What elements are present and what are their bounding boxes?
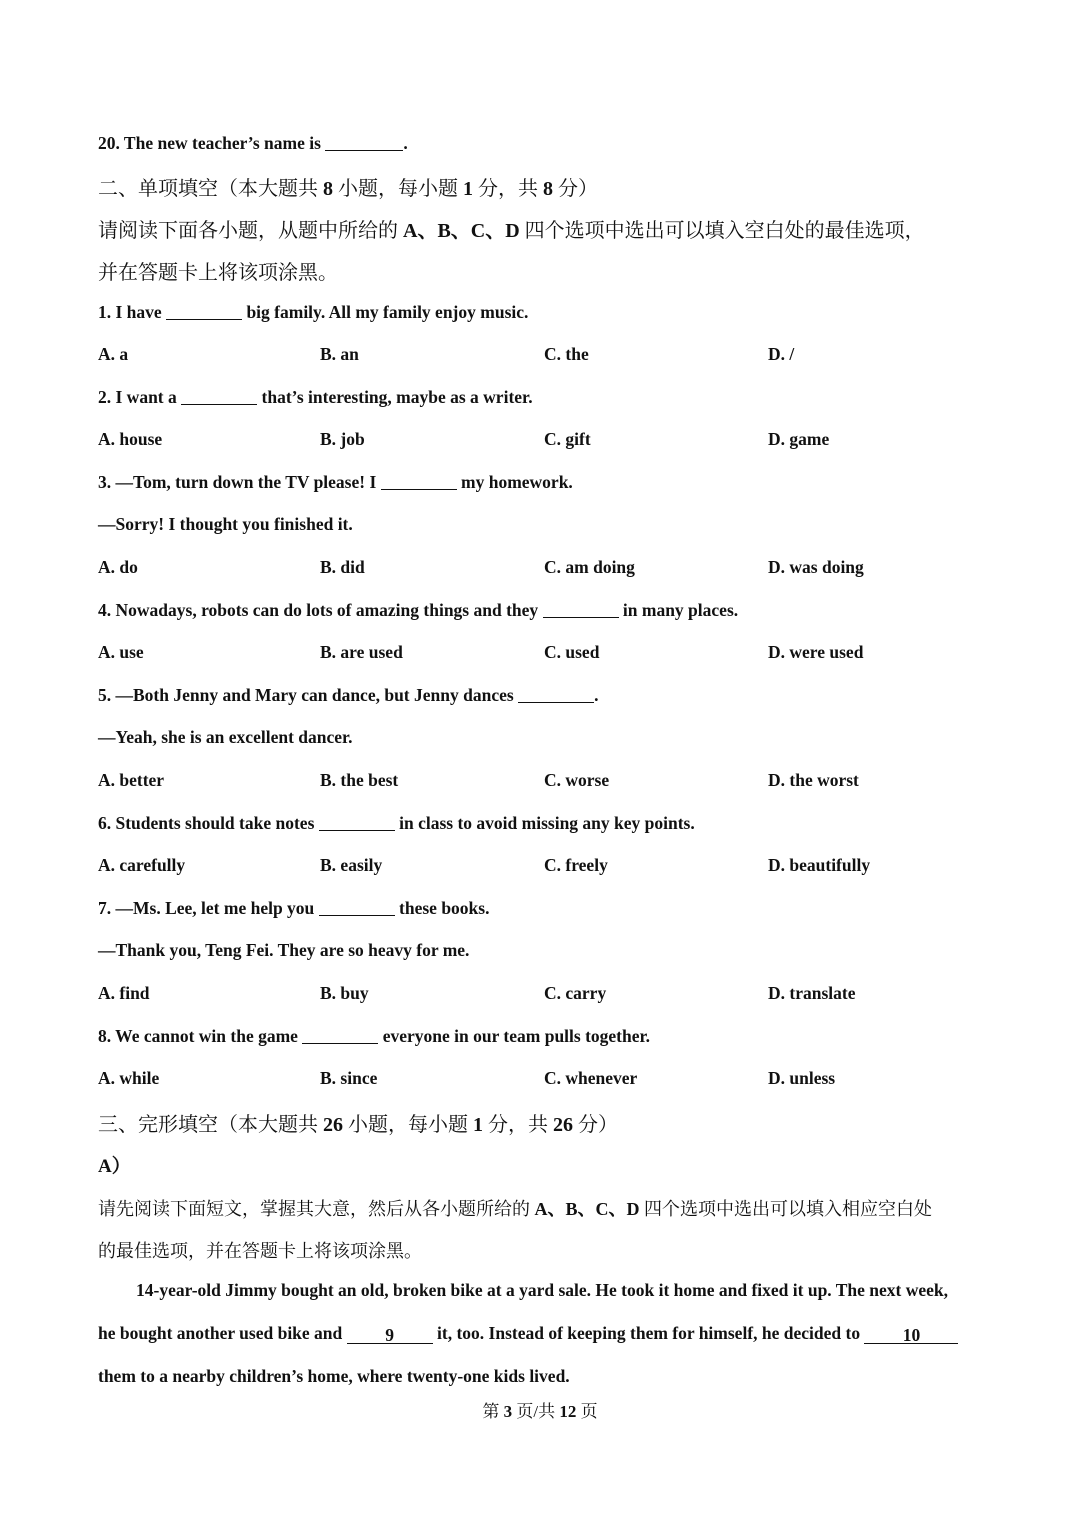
section-2-instructions-line-1: 请阅读下面各小题，从题中所给的 A、B、C、D 四个选项中选出可以填入空白处的最佳选项， bbox=[98, 220, 925, 242]
question-line: —Thank you, Teng Fei. They are so heavy for me. bbox=[98, 940, 470, 960]
option-d: D. unless bbox=[768, 1068, 836, 1088]
question-line: 5. —Both Jenny and Mary can dance, but Jenny dances . bbox=[98, 685, 599, 705]
option-d: D. / bbox=[768, 344, 795, 364]
section-2-heading: 二、单项填空（本大题共 8 小题，每小题 1 分，共 8 分） bbox=[98, 178, 598, 200]
question-20-line: 20. The new teacher’s name is . bbox=[98, 133, 408, 153]
option-c: C. whenever bbox=[544, 1068, 638, 1088]
question-line: 1. I have big family. All my family enjoy music. bbox=[98, 302, 529, 322]
option-b: B. job bbox=[320, 429, 365, 449]
section-3-heading: 三、完形填空（本大题共 26 小题，每小题 1 分，共 26 分） bbox=[98, 1114, 618, 1136]
answer-blank bbox=[302, 1025, 378, 1044]
passage-line-3: them to a nearby children’s home, where twenty-one kids lived. bbox=[98, 1366, 570, 1386]
option-a: A. a bbox=[98, 344, 129, 364]
option-a: A. while bbox=[98, 1068, 160, 1088]
question-20-text: 20. The new teacher’s name is bbox=[98, 133, 326, 153]
option-b: B. easily bbox=[320, 855, 383, 875]
option-b: B. since bbox=[320, 1068, 378, 1088]
option-b: B. did bbox=[320, 557, 365, 577]
section-2-instructions-line-2: 并在答题卡上将该项涂黑。 bbox=[98, 262, 338, 284]
option-d: D. were used bbox=[768, 642, 864, 662]
option-c: C. freely bbox=[544, 855, 608, 875]
option-a: A. carefully bbox=[98, 855, 186, 875]
question-line: 3. —Tom, turn down the TV please! I my homework. bbox=[98, 472, 573, 492]
option-a: A. better bbox=[98, 770, 165, 790]
option-d: D. game bbox=[768, 429, 830, 449]
question-line: —Yeah, she is an excellent dancer. bbox=[98, 727, 353, 747]
part-a-label: A） bbox=[98, 1156, 131, 1177]
answer-blank bbox=[543, 599, 619, 618]
answer-blank bbox=[319, 897, 395, 916]
answer-blank bbox=[518, 684, 594, 703]
option-c: C. carry bbox=[544, 983, 607, 1003]
option-b: B. the best bbox=[320, 770, 399, 790]
answer-blank bbox=[319, 812, 395, 831]
option-b: B. an bbox=[320, 344, 359, 364]
option-a: A. house bbox=[98, 429, 163, 449]
question-line: 6. Students should take notes in class to avoid missing any key points. bbox=[98, 813, 695, 833]
answer-blank bbox=[381, 471, 457, 490]
option-c: C. used bbox=[544, 642, 600, 662]
option-a: A. do bbox=[98, 557, 138, 577]
option-d: D. was doing bbox=[768, 557, 864, 577]
option-d: D. the worst bbox=[768, 770, 859, 790]
option-d: D. translate bbox=[768, 983, 856, 1003]
option-d: D. beautifully bbox=[768, 855, 871, 875]
cloze-blank-10: 10 bbox=[864, 1325, 958, 1344]
question-line: —Sorry! I thought you finished it. bbox=[98, 514, 353, 534]
option-c: C. am doing bbox=[544, 557, 635, 577]
option-c: C. worse bbox=[544, 770, 610, 790]
section-3-instructions-line-2: 的最佳选项，并在答题卡上将该项涂黑。 bbox=[98, 1241, 422, 1261]
page-footer: 第 3 页/共 12 页 bbox=[482, 1402, 598, 1421]
answer-blank bbox=[181, 386, 257, 405]
section-3-instructions-line-1: 请先阅读下面短文，掌握其大意，然后从各小题所给的 A、B、C、D 四个选项中选出可以填入相应空白处 bbox=[98, 1199, 933, 1219]
option-c: C. the bbox=[544, 344, 589, 364]
answer-blank bbox=[166, 301, 242, 320]
question-line: 2. I want a that’s interesting, maybe as a writer. bbox=[98, 387, 533, 407]
option-a: A. find bbox=[98, 983, 150, 1003]
passage-line-2: he bought another used bike and 9 it, too. Instead of keeping them for himself, he decided to 10 bbox=[98, 1323, 958, 1344]
answer-blank bbox=[325, 132, 403, 151]
question-line: 7. —Ms. Lee, let me help you these books. bbox=[98, 898, 490, 918]
cloze-blank-9: 9 bbox=[347, 1325, 433, 1344]
option-b: B. buy bbox=[320, 983, 369, 1003]
question-line: 4. Nowadays, robots can do lots of amazing things and they in many places. bbox=[98, 600, 739, 620]
option-a: A. use bbox=[98, 642, 144, 662]
passage-line-1: 14-year-old Jimmy bought an old, broken bike at a yard sale. He took it home and fixed it up. The next week, bbox=[136, 1280, 949, 1300]
question-line: 8. We cannot win the game everyone in our team pulls together. bbox=[98, 1026, 651, 1046]
option-c: C. gift bbox=[544, 429, 591, 449]
option-b: B. are used bbox=[320, 642, 403, 662]
